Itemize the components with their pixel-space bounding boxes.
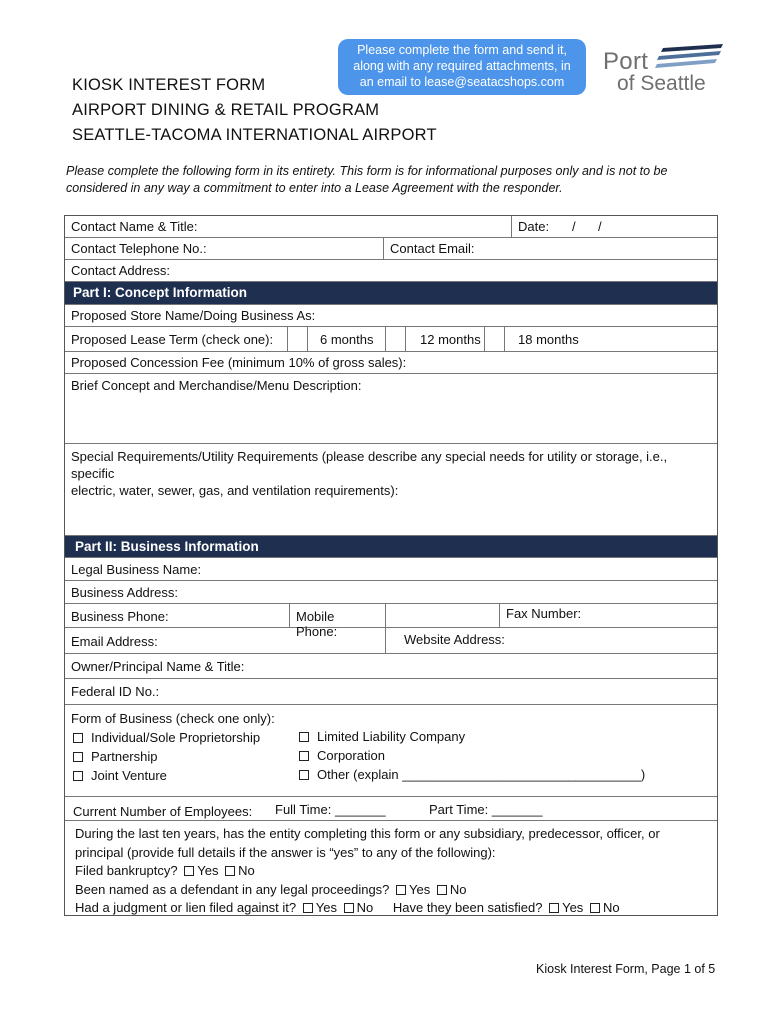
- defendant-no-label: No: [449, 881, 467, 897]
- satisfied-yes-checkbox[interactable]: [549, 903, 559, 913]
- term-18-label: 18 months: [518, 332, 579, 347]
- option-joint-venture[interactable]: [73, 768, 167, 783]
- special-requirements-field[interactable]: [65, 444, 717, 536]
- bankruptcy-no-checkbox[interactable]: [225, 866, 235, 876]
- defendant-label: Been named as a defendant in any legal proceedings?: [75, 881, 390, 897]
- mobile-phone-label: Mobile Phone:: [296, 609, 338, 639]
- defendant-yes-label: Yes: [409, 881, 431, 897]
- employees-label: Current Number of Employees:: [73, 804, 253, 819]
- part1-header: [65, 282, 717, 305]
- term-6-checkbox[interactable]: [287, 327, 308, 351]
- judgment-question: [75, 899, 711, 918]
- corporation-label: Corporation: [317, 748, 385, 763]
- page-footer: Kiosk Interest Form, Page 1 of 5: [536, 962, 716, 976]
- form-of-business-label: Form of Business (check one only):: [71, 711, 275, 726]
- satisfied-yes-label: Yes: [562, 900, 584, 915]
- instruction-callout: [338, 39, 586, 95]
- corporation-checkbox[interactable]: [299, 751, 309, 761]
- defendant-no-checkbox[interactable]: [437, 885, 447, 895]
- term-6-label: 6 months: [320, 332, 374, 347]
- bankruptcy-no-label: No: [238, 863, 255, 878]
- legal-intro-line-2: principal (provide full details if the answer is “yes” to any of the following):: [75, 844, 496, 860]
- option-corporation[interactable]: [299, 748, 385, 763]
- owner-label: Owner/Principal Name & Title:: [71, 659, 245, 674]
- callout-line-2: along with any required attachments, in: [353, 59, 571, 73]
- intro-line-2: considered in any way a commitment to enter into a Lease Agreement with the responder.: [66, 181, 563, 195]
- contact-name-row: [65, 216, 717, 238]
- contact-telephone-field[interactable]: [65, 238, 383, 259]
- date-separator-1: /: [572, 219, 576, 234]
- partnership-label: Partnership: [91, 749, 158, 764]
- special-req-line-2: electric, water, sewer, gas, and ventilation requirements):: [71, 483, 399, 498]
- part-time-field[interactable]: Part Time: _______: [429, 802, 543, 817]
- option-partnership[interactable]: [73, 749, 157, 764]
- legal-history-row: [65, 821, 717, 915]
- kiosk-form: [64, 215, 718, 916]
- satisfied-label: Have they been satisfied?: [392, 900, 543, 915]
- judgment-label: Had a judgment or lien filed against it?: [75, 900, 297, 915]
- intro-line-1: Please complete the following form in its entirety. This form is for informational purposes only and is not to be: [66, 164, 668, 178]
- fax-number-label: Fax Number:: [506, 606, 582, 621]
- part1-title: Part I: Concept Information: [73, 285, 248, 300]
- concept-description-label: Brief Concept and Merchandise/Menu Description:: [71, 378, 362, 393]
- option-other[interactable]: [299, 767, 645, 782]
- concept-description-field[interactable]: [65, 374, 717, 444]
- form-title: KIOSK INTEREST FORM: [72, 76, 266, 94]
- concession-fee-label: Proposed Concession Fee (minimum 10% of gross sales):: [71, 355, 407, 370]
- business-email-field[interactable]: [65, 628, 385, 653]
- special-req-line-1: Special Requirements/Utility Requirements (please describe any special needs for utility or storage, i.e., specific: [71, 449, 668, 481]
- fax-number-field[interactable]: [499, 604, 717, 627]
- contact-name-field[interactable]: [65, 216, 511, 237]
- term-12-label: 12 months: [420, 332, 481, 347]
- individual-checkbox[interactable]: [73, 733, 83, 743]
- judgment-no-label: No: [356, 900, 374, 915]
- defendant-yes-checkbox[interactable]: [396, 885, 406, 895]
- part2-header: [65, 536, 717, 558]
- llc-label: Limited Liability Company: [317, 729, 466, 744]
- joint-venture-label: Joint Venture: [91, 768, 167, 783]
- email-row: [65, 628, 717, 654]
- judgment-yes-checkbox[interactable]: [303, 903, 313, 913]
- satisfied-no-label: No: [602, 900, 620, 915]
- logo-seattle-text: of Seattle: [617, 72, 706, 95]
- bankruptcy-yes-label: Yes: [197, 863, 219, 878]
- form-of-business-row: [65, 705, 717, 797]
- business-email-label: Email Address:: [71, 634, 158, 649]
- date-label: Date:: [518, 219, 550, 234]
- lease-term-row: [65, 327, 717, 352]
- callout-line-1: Please complete the form and send it,: [357, 43, 567, 57]
- website-label: Website Address:: [404, 632, 505, 647]
- business-phone-field[interactable]: [65, 604, 289, 627]
- date-separator-2: /: [598, 219, 602, 234]
- contact-name-label: Contact Name & Title:: [71, 219, 198, 234]
- bankruptcy-question: [75, 862, 711, 881]
- phone-row: [65, 604, 717, 639]
- port-logo-stripes-icon: [655, 42, 725, 68]
- airport-title: SEATTLE-TACOMA INTERNATIONAL AIRPORT: [72, 126, 437, 144]
- contact-address-label: Contact Address:: [71, 263, 170, 278]
- contact-phone-row: [65, 238, 717, 260]
- program-title: AIRPORT DINING & RETAIL PROGRAM: [72, 101, 380, 119]
- option-individual[interactable]: [73, 730, 260, 745]
- business-phone-label: Business Phone:: [71, 609, 169, 624]
- employees-row: [65, 797, 717, 821]
- defendant-question: [75, 881, 711, 900]
- other-label: Other (explain _________________________________): [317, 767, 646, 782]
- joint-venture-checkbox[interactable]: [73, 771, 83, 781]
- individual-label: Individual/Sole Proprietorship: [91, 730, 261, 745]
- term-12-checkbox[interactable]: [385, 327, 406, 351]
- bankruptcy-yes-checkbox[interactable]: [184, 866, 194, 876]
- other-checkbox[interactable]: [299, 770, 309, 780]
- llc-checkbox[interactable]: [299, 732, 309, 742]
- legal-name-field[interactable]: [65, 558, 717, 581]
- term-18-checkbox[interactable]: [484, 327, 505, 351]
- intro-text: [66, 163, 706, 197]
- website-field[interactable]: [385, 628, 717, 653]
- owner-field[interactable]: [65, 654, 717, 679]
- federal-id-field[interactable]: [65, 679, 717, 705]
- contact-telephone-label: Contact Telephone No.:: [71, 241, 207, 256]
- legal-intro-line-1: During the last ten years, has the entity completing this form or any subsidiary, predecessor, officer, or: [75, 826, 660, 841]
- business-address-field[interactable]: [65, 581, 717, 604]
- part2-title: Part II: Business Information: [75, 539, 259, 554]
- store-name-field[interactable]: [65, 305, 717, 327]
- partnership-checkbox[interactable]: [73, 752, 83, 762]
- date-field[interactable]: [511, 216, 717, 237]
- judgment-yes-label: Yes: [315, 900, 337, 915]
- satisfied-no-checkbox[interactable]: [590, 903, 600, 913]
- full-time-field[interactable]: Full Time: _______: [275, 802, 386, 817]
- business-address-label: Business Address:: [71, 585, 178, 600]
- logo-port-text: Port: [603, 48, 649, 75]
- store-name-label: Proposed Store Name/Doing Business As:: [71, 308, 316, 323]
- contact-email-label: Contact Email:: [390, 241, 475, 256]
- bankruptcy-label: Filed bankruptcy?: [75, 863, 178, 878]
- legal-name-label: Legal Business Name:: [71, 562, 202, 577]
- callout-line-3: an email to lease@seatacshops.com: [359, 75, 565, 89]
- lease-term-label: Proposed Lease Term (check one):: [71, 332, 274, 347]
- mobile-phone-value[interactable]: [385, 604, 499, 627]
- federal-id-label: Federal ID No.:: [71, 684, 160, 699]
- concession-fee-field[interactable]: [65, 352, 717, 374]
- contact-email-field[interactable]: [383, 238, 717, 259]
- option-llc[interactable]: [299, 729, 465, 744]
- mobile-phone-field[interactable]: [289, 604, 385, 639]
- contact-address-field[interactable]: [65, 260, 717, 282]
- judgment-no-checkbox[interactable]: [344, 903, 354, 913]
